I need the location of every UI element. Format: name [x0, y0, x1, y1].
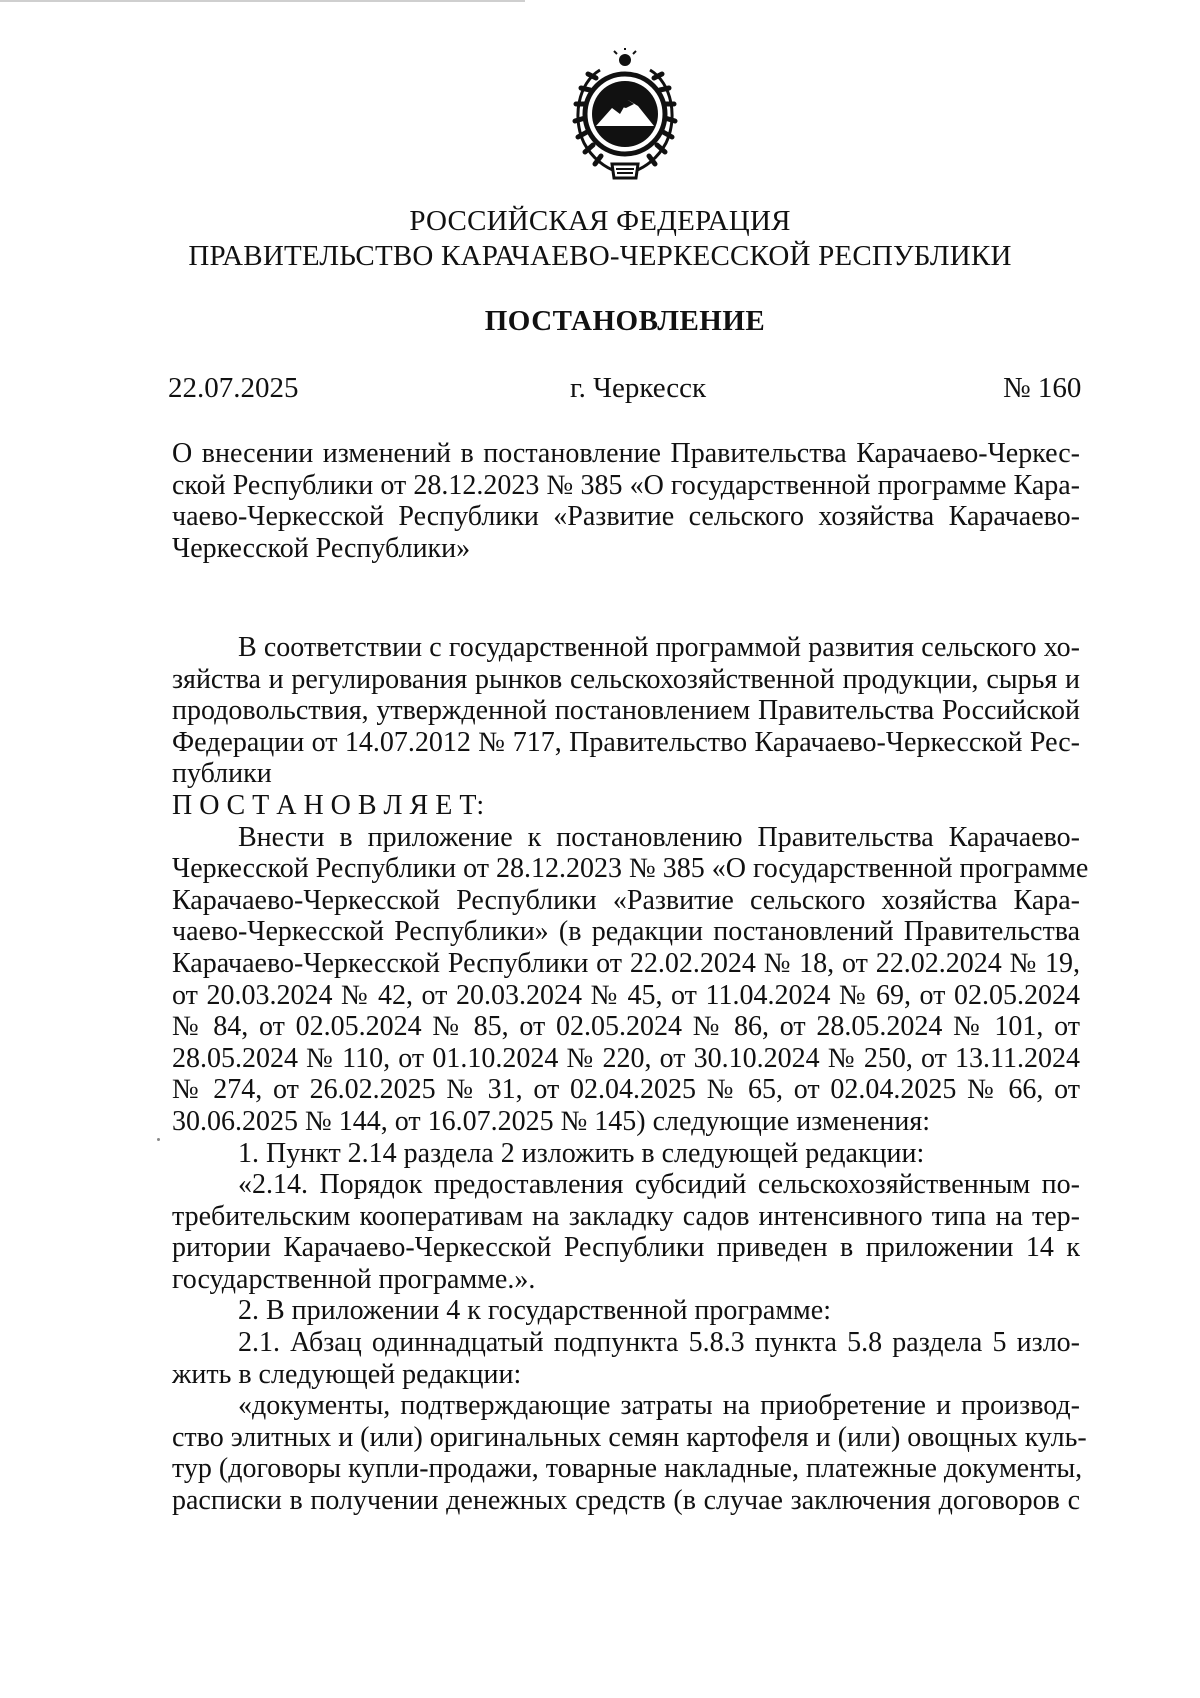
scan-edge-line — [0, 0, 525, 2]
body-line: 2.1. Абзац одиннадцатый подпункта 5.8.3 пункта 5.8 раздела 5 изло- — [238, 1327, 1080, 1359]
body-line: «2.14. Порядок предоставления субсидий сельскохозяйственным по- — [238, 1169, 1080, 1201]
body-line: публики — [172, 758, 272, 790]
body-line: ство элитных и (или) оригинальных семян картофеля и (или) овощных куль- — [172, 1421, 1087, 1453]
body-line: Федерации от 14.07.2012 № 717, Правительство Карачаево-Черкесской Рес- — [172, 726, 1080, 758]
scan-speck — [157, 1138, 160, 1141]
body-line: государственной программе.». — [172, 1263, 536, 1295]
coat-of-arms-icon — [560, 48, 690, 184]
document-city: г. Черкесск — [570, 372, 707, 404]
body-line: 30.06.2025 № 144, от 16.07.2025 № 145) следующие изменения: — [172, 1105, 931, 1137]
government-heading: ПРАВИТЕЛЬСТВО КАРАЧАЕВО-ЧЕРКЕССКОЙ РЕСПУБЛИКИ — [188, 240, 1012, 272]
body-line: 28.05.2024 № 110, от 01.10.2024 № 220, от 30.10.2024 № 250, от 13.11.2024 — [172, 1042, 1080, 1074]
body-line: № 274, от 26.02.2025 № 31, от 02.04.2025 № 65, от 02.04.2025 № 66, от — [172, 1074, 1080, 1106]
body-line: Карачаево-Черкесской Республики «Развитие сельского хозяйства Кара- — [172, 884, 1080, 916]
body-line: расписки в получении денежных средств (в случае заключения договоров с — [172, 1485, 1080, 1517]
body-line: Черкесской Республики от 28.12.2023 № 385 «О государственной программе — [172, 853, 1089, 885]
document-date: 22.07.2025 — [168, 372, 299, 404]
body-line: тур (договоры купли-продажи, товарные накладные, платежные документы, — [172, 1453, 1083, 1485]
body-line: «документы, подтверждающие затраты на приобретение и производ- — [238, 1390, 1080, 1422]
body-line: требительским кооперативам на закладку садов интенсивного типа на тер- — [172, 1200, 1080, 1232]
body-line: 1. Пункт 2.14 раздела 2 изложить в следующей редакции: — [238, 1137, 925, 1169]
body-line: жить в следующей редакции: — [172, 1358, 522, 1390]
resolves-heading: П О С Т А Н О В Л Я Е Т: — [172, 789, 485, 821]
body-line: продовольствия, утвержденной постановлением Правительства Российской — [172, 695, 1080, 727]
body-line: Внести в приложение к постановлению Правительства Карачаево- — [238, 821, 1080, 853]
document-number: № 160 — [1003, 372, 1082, 404]
title-line: О внесении изменений в постановление Правительства Карачаево-Черкес- — [172, 438, 1080, 469]
body-line: № 84, от 02.05.2024 № 85, от 02.05.2024 № 86, от 28.05.2024 № 101, от — [172, 1011, 1080, 1043]
title-line: чаево-Черкесской Республики «Развитие сельского хозяйства Карачаево- — [172, 501, 1080, 533]
document-title — [172, 438, 1080, 564]
title-line: ской Республики от 28.12.2023 № 385 «О государственной программе Кара- — [172, 469, 1080, 501]
body-line: ритории Карачаево-Черкесской Республики приведен в приложении 14 к — [172, 1232, 1080, 1264]
title-line: Черкесской Республики» — [172, 532, 471, 564]
country-heading: РОССИЙСКАЯ ФЕДЕРАЦИЯ — [409, 205, 791, 237]
body-line: чаево-Черкесской Республики» (в редакции постановлений Правительства — [172, 916, 1080, 948]
body-line: от 20.03.2024 № 42, от 20.03.2024 № 45, от 11.04.2024 № 69, от 02.05.2024 — [172, 979, 1080, 1011]
body-line: зяйства и регулирования рынков сельскохозяйственной продукции, сырья и — [172, 663, 1080, 695]
body-line: 2. В приложении 4 к государственной программе: — [238, 1295, 831, 1327]
body-line: В соответствии с государственной программой развития сельского хо- — [238, 632, 1080, 663]
body-line: Карачаево-Черкесской Республики от 22.02.2024 № 18, от 22.02.2024 № 19, — [172, 947, 1080, 979]
document-type-heading: ПОСТАНОВЛЕНИЕ — [484, 305, 766, 337]
document-body — [172, 632, 1089, 1517]
